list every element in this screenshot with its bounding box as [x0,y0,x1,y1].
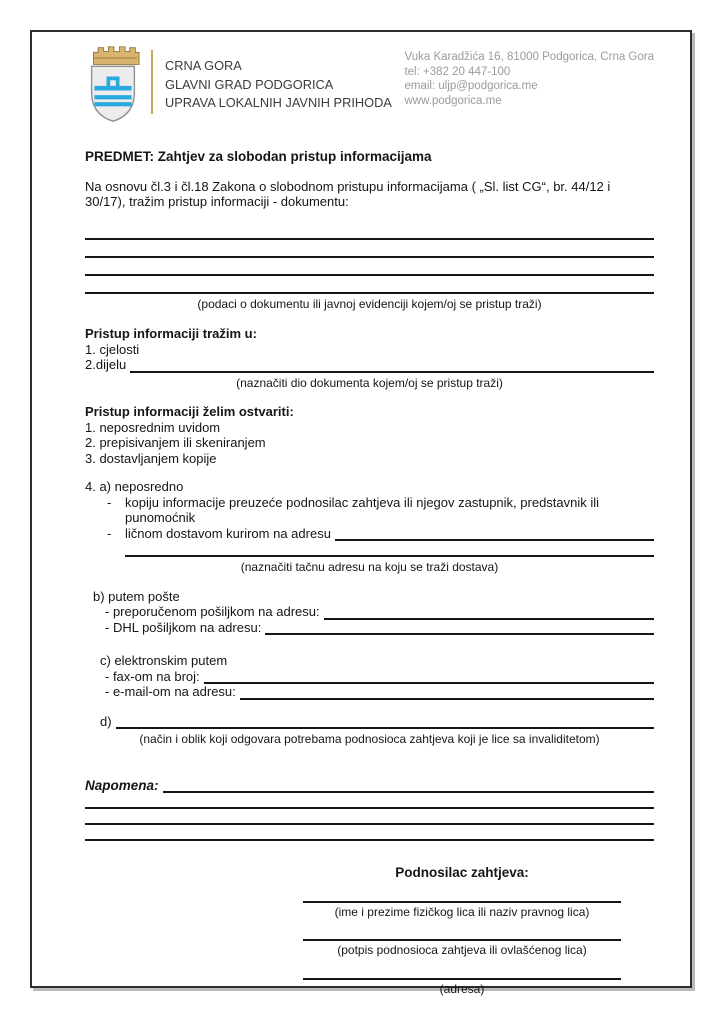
napomena-label: Napomena: [85,777,159,793]
delivery-a-item-2 [107,526,654,542]
scope-section-title: Pristup informaciji tražim u: [85,326,257,341]
signature-block [303,865,621,997]
signature-address-caption: (adresa) [439,981,485,996]
napomena-fill-line-1 [163,778,654,793]
delivery-b-item-2 [105,620,654,636]
org-line-department: UPRAVA LOKALNIH JAVNIH PRIHODA [165,95,392,110]
courier-address-fill-line-2 [125,541,654,557]
fill-line-2 [85,240,654,258]
fill-line-4 [85,276,654,294]
signature-name-caption: (ime i prezime fizičkog lica ili naziv pravnog lica) [334,904,590,919]
podgorica-coat-of-arms-logo [85,44,141,124]
napomena-fill-line-4 [85,825,654,841]
intro-paragraph: Na osnovu čl.3 i čl.18 Zakona o slobodnom pristupu informacijama ( „Sl. list CG“, br. 44/12 i 30/17), tražim pristup informaciji - dokumentu: [85,178,611,209]
delivery-d-row [100,714,654,730]
registered-mail-label: - preporučenom pošiljkom na adresu: [105,604,320,619]
letterhead-divider [151,50,153,114]
delivery-a-item-1 [107,495,654,526]
napomena-row [85,778,654,794]
method-section-title: Pristup informaciji želim ostvariti: [85,404,294,419]
dash-bullet: - [107,494,112,510]
scope-caption: (naznačiti dio dokumenta kojem/oj se pristup traži) [236,375,503,390]
contact-block [404,44,654,108]
form-page [30,30,692,996]
napomena-fill-line-3 [85,809,654,825]
signature-address-line [303,962,621,980]
fax-fill-line [204,669,654,684]
delivery-b-item-1 [105,604,654,620]
email-address-fill-line [240,685,654,700]
delivery-c-title: c) elektronskim putem [100,653,228,668]
email-line: email: uljp@podgorica.me [404,80,538,92]
signature-sign-line [303,923,621,941]
napomena-fill-line-2 [85,793,654,809]
delivery-d-caption: (način i oblik koji odgovara potrebama podnosioca zahtjeva koji je lice sa invaliditetom) [139,732,600,746]
phone-line: tel: +382 20 447-100 [404,65,511,78]
delivery-d-label: d) [100,713,112,729]
org-line-city: GLAVNI GRAD PODGORICA [165,76,334,92]
letterhead [85,44,654,124]
delivery-b-title: b) putem pošte [93,588,180,604]
courier-address-fill-line [335,526,654,541]
signature-name-line [303,885,621,903]
dhl-mail-label: - DHL pošiljkom na adresu: [105,619,262,635]
subject-line: PREDMET: Zahtjev za slobodan pristup informacijama [85,149,432,164]
method-item-3: 3. dostavljanjem kopije [85,450,217,466]
dash-bullet: - [107,525,112,541]
signature-title: Podnosilac zahtjeva: [395,865,529,880]
method-item-2: 2. prepisivanjem ili skeniranjem [85,435,266,450]
document-description-lines [85,222,654,294]
fill-line-1 [85,222,654,240]
delivery-a-title: 4. a) neposredno [85,479,184,494]
address-line: Vuka Karadžića 16, 81000 Podgorica, Crna Gora [404,51,654,63]
scope-part-fill-line [130,358,654,373]
delivery-d-fill-line [116,714,654,729]
coat-of-arms-icon [85,44,141,124]
delivery-a-item-1-text: kopiju informacije preuzeće podnosilac zahtjeva ili njegov zastupnik, predstavnik ili punomoćnik [125,494,600,525]
email-address-label: - e-mail-om na adresu: [105,684,236,699]
courier-address-label: ličnom dostavom kurirom na adresu [125,525,331,541]
fill-line-3 [85,258,654,276]
method-item-1: 1. neposrednim uvidom [85,419,221,435]
org-line-country: CRNA GORA [165,58,242,73]
signature-sign-caption: (potpis podnosioca zahtjeva ili ovlašćenog lica) [337,943,587,957]
scope-item-part-row [85,357,654,373]
delivery-a-caption: (naznačiti tačnu adresu na koju se traži dostava) [240,560,499,574]
scope-item-part-label: 2.dijelu [85,357,127,372]
website-line: www.podgorica.me [404,94,502,107]
delivery-c-item-1 [105,669,654,685]
delivery-a-item-2-row [125,526,654,542]
fax-label: - fax-om na broj: [105,668,200,684]
delivery-c-item-2 [105,684,654,700]
registered-mail-fill-line [324,605,654,620]
org-name-block [165,44,392,113]
document-caption: (podaci o dokumentu ili javnoj evidenciji kojem/oj se pristup traži) [197,296,542,311]
napomena-lines [85,793,654,841]
dhl-mail-fill-line [265,620,654,635]
scope-item-whole: 1. cjelosti [85,341,140,357]
